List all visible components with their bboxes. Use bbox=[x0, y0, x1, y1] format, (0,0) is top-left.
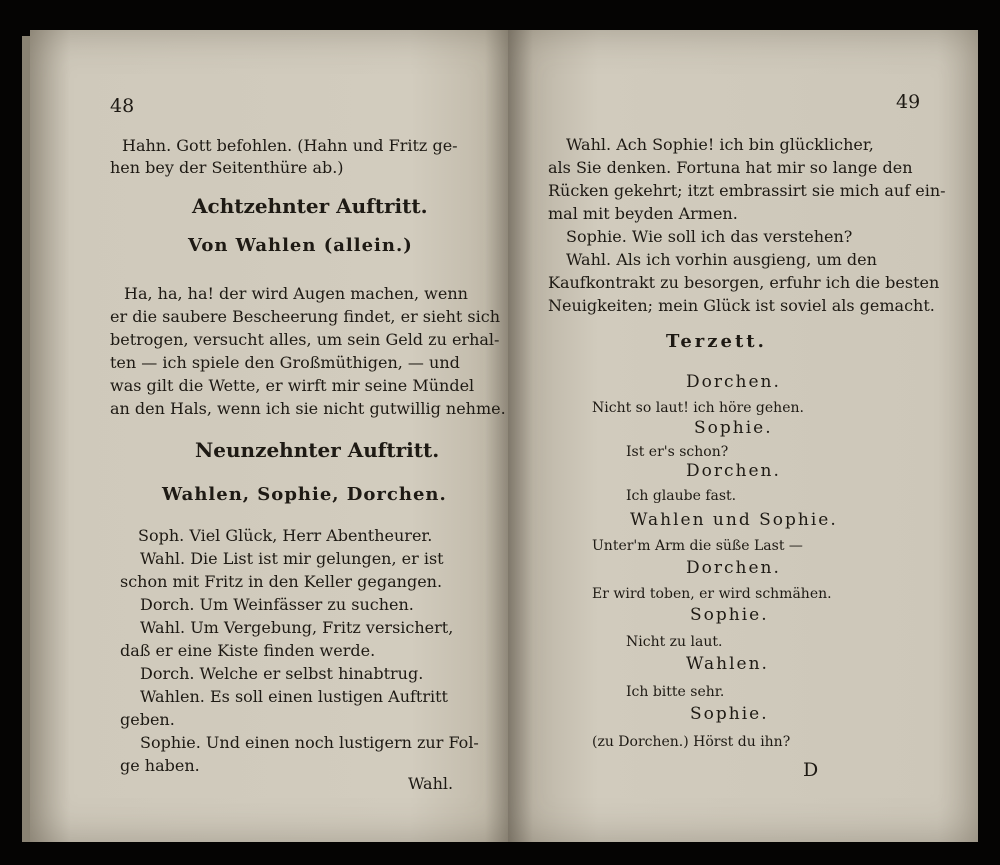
lyric-line: Nicht so laut! ich höre gehen. bbox=[592, 400, 804, 416]
speaker-name: Dorchen. bbox=[686, 372, 781, 392]
page-number: 49 bbox=[896, 91, 921, 113]
text-line: Sophie. Und einen noch lustigern zur Fol- bbox=[140, 733, 479, 752]
text-line: mal mit beyden Armen. bbox=[548, 204, 738, 223]
text-line: ten — ich spiele den Großmüthigen, — und bbox=[110, 353, 460, 372]
text-line: was gilt die Wette, er wirft mir seine Mündel bbox=[110, 376, 475, 395]
speaker-name: Sophie. bbox=[694, 418, 773, 438]
text-line: hen bey der Seitenthüre ab.) bbox=[110, 158, 344, 177]
text-line: betrogen, versucht alles, um sein Geld zu erhal- bbox=[110, 330, 500, 349]
text-line: ge haben. bbox=[120, 756, 200, 775]
text-line: Dorch. Welche er selbst hinabtrug. bbox=[140, 664, 424, 683]
text-line: er die saubere Bescheerung findet, er sieht sich bbox=[110, 307, 501, 326]
text-line: schon mit Fritz in den Keller gegangen. bbox=[120, 572, 443, 591]
text-line: geben. bbox=[120, 710, 175, 729]
speaker-name: Wahlen und Sophie. bbox=[630, 510, 838, 530]
speaker-name: Dorchen. bbox=[686, 558, 781, 578]
lyric-line: Er wird toben, er wird schmähen. bbox=[592, 586, 832, 602]
lyric-line: (zu Dorchen.) Hörst du ihn? bbox=[592, 734, 791, 750]
scene-characters: Wahlen, Sophie, Dorchen. bbox=[162, 484, 447, 505]
text-line: Dorch. Um Weinfässer zu suchen. bbox=[140, 595, 414, 614]
lyric-line: Ich bitte sehr. bbox=[626, 684, 725, 700]
speaker-name: Dorchen. bbox=[686, 461, 781, 481]
lyric-line: Nicht zu laut. bbox=[626, 634, 723, 650]
scene-characters: Von Wahlen (allein.) bbox=[188, 235, 413, 256]
text-line: Wahlen. Es soll einen lustigen Auftritt bbox=[140, 687, 448, 706]
catchword: Wahl. bbox=[408, 774, 454, 793]
text-line: an den Hals, wenn ich sie nicht gutwillig nehme. bbox=[110, 399, 506, 418]
text-line: Hahn. Gott befohlen. (Hahn und Fritz ge- bbox=[122, 136, 458, 155]
page-number: 48 bbox=[110, 95, 135, 117]
text-line: Soph. Viel Glück, Herr Abentheurer. bbox=[138, 526, 433, 545]
text-line: Wahl. Um Vergebung, Fritz versichert, bbox=[140, 618, 454, 637]
text-line: daß er eine Kiste finden werde. bbox=[120, 641, 376, 660]
catchword: D bbox=[803, 759, 819, 781]
text-line: Rücken gekehrt; itzt embrassirt sie mich auf ein- bbox=[548, 181, 946, 200]
text-line: Neuigkeiten; mein Glück ist soviel als gemacht. bbox=[548, 296, 935, 315]
right-page bbox=[508, 30, 978, 842]
speaker-name: Wahlen. bbox=[686, 654, 769, 674]
speaker-name: Sophie. bbox=[690, 704, 769, 724]
scene-heading: Neunzehnter Auftritt. bbox=[195, 438, 440, 462]
speaker-name: Sophie. bbox=[690, 605, 769, 625]
left-page bbox=[30, 30, 515, 842]
text-line: Sophie. Wie soll ich das verstehen? bbox=[566, 227, 853, 246]
text-line: Ha, ha, ha! der wird Augen machen, wenn bbox=[124, 284, 468, 303]
scene-heading: Achtzehnter Auftritt. bbox=[192, 194, 428, 218]
lyric-line: Unter'm Arm die süße Last — bbox=[592, 538, 803, 554]
text-line: Wahl. Die List ist mir gelungen, er ist bbox=[140, 549, 444, 568]
lyric-line: Ich glaube fast. bbox=[626, 488, 737, 504]
text-line: Wahl. Ach Sophie! ich bin glücklicher, bbox=[566, 135, 874, 154]
section-heading: Terzett. bbox=[666, 331, 767, 352]
lyric-line: Ist er's schon? bbox=[626, 444, 729, 460]
text-line: Kaufkontrakt zu besorgen, erfuhr ich die besten bbox=[548, 273, 940, 292]
text-line: als Sie denken. Fortuna hat mir so lange den bbox=[548, 158, 913, 177]
text-line: Wahl. Als ich vorhin ausgieng, um den bbox=[566, 250, 877, 269]
